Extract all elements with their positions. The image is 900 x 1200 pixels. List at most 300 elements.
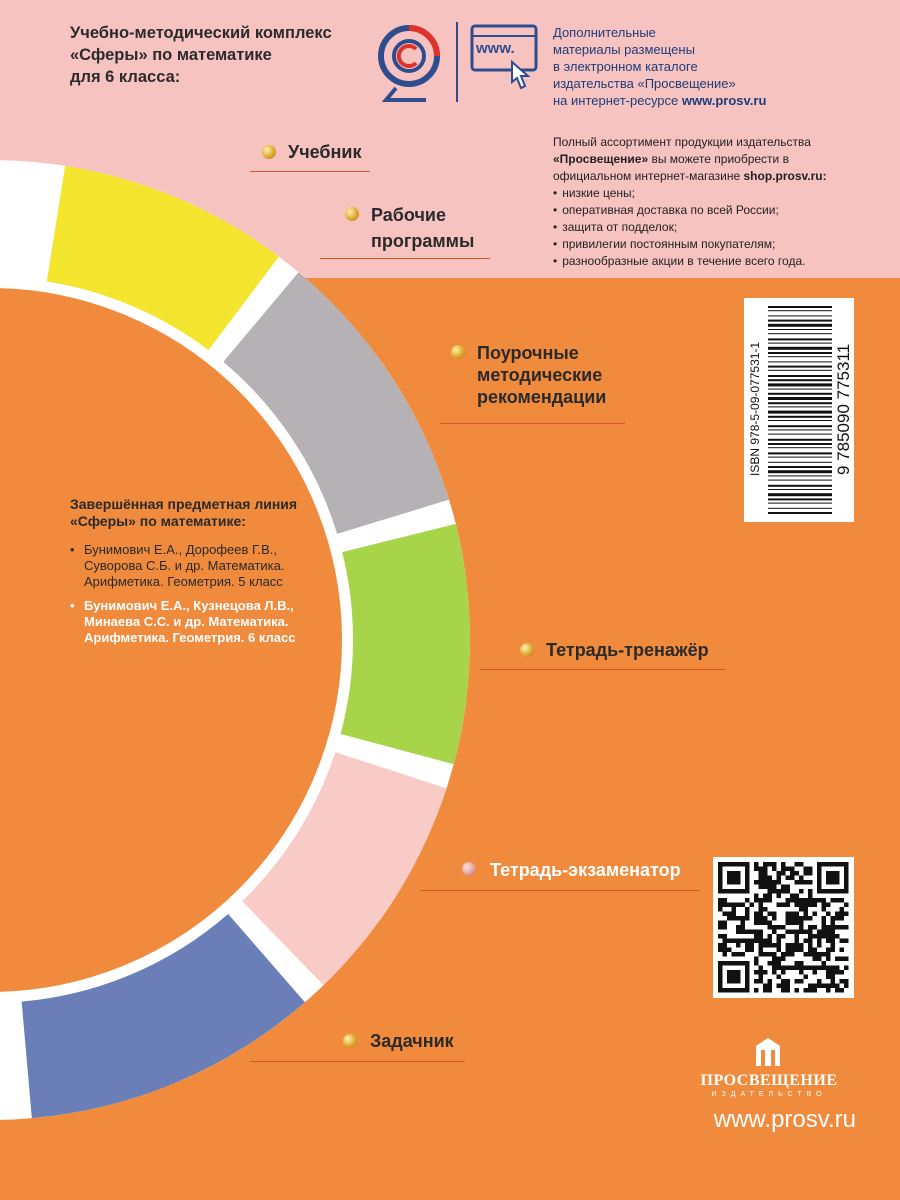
label-pourochnye-3: рекомендации xyxy=(477,387,607,407)
qr-module xyxy=(763,988,768,993)
qr-module xyxy=(795,894,800,899)
qr-module xyxy=(840,898,845,903)
label-zadachnik: Задачник xyxy=(370,1031,454,1051)
qr-module xyxy=(826,934,831,939)
qr-module xyxy=(759,979,764,984)
qr-module xyxy=(804,939,809,944)
qr-module xyxy=(804,907,809,912)
qr-module xyxy=(817,898,822,903)
publisher-subtitle: ИЗДАТЕЛЬСТВО xyxy=(711,1091,827,1098)
qr-module xyxy=(840,957,845,962)
qr-module xyxy=(723,912,728,917)
qr-module xyxy=(768,885,773,890)
qr-module xyxy=(795,930,800,935)
qr-module xyxy=(808,871,813,876)
qr-module xyxy=(718,921,723,926)
qr-module xyxy=(768,921,773,926)
qr-module xyxy=(817,979,822,984)
qr-module xyxy=(786,885,791,890)
barcode-bar xyxy=(768,356,832,357)
qr-module xyxy=(723,898,728,903)
qr-module xyxy=(736,930,741,935)
qr-module xyxy=(790,876,795,881)
qr-module xyxy=(732,912,737,917)
qr-module xyxy=(799,970,804,975)
qr-module xyxy=(817,930,822,935)
qr-module xyxy=(777,957,782,962)
qr-module xyxy=(741,952,746,957)
qr-module xyxy=(781,871,786,876)
barcode-bar xyxy=(768,485,832,487)
qr-module xyxy=(786,943,791,948)
barcode-bar xyxy=(768,443,832,445)
qr-module xyxy=(718,903,723,908)
qr-module xyxy=(759,966,764,971)
qr-module xyxy=(727,939,732,944)
qr-module xyxy=(835,898,840,903)
barcode-bar xyxy=(768,475,832,476)
qr-module xyxy=(831,948,836,953)
qr-module xyxy=(804,916,809,921)
qr-module xyxy=(826,930,831,935)
qr-module xyxy=(826,925,831,930)
qr-module xyxy=(768,912,773,917)
qr-module xyxy=(795,961,800,966)
qr-module xyxy=(754,970,759,975)
barcode-bar xyxy=(768,361,832,362)
prosv-link[interactable]: www.prosv.ru xyxy=(681,93,767,108)
barcode-bar xyxy=(768,389,832,390)
divider-line xyxy=(420,890,700,891)
qr-module xyxy=(718,907,723,912)
qr-module xyxy=(822,921,827,926)
barcode-bar xyxy=(768,416,832,418)
qr-module xyxy=(808,894,813,899)
qr-module xyxy=(777,903,782,908)
list-item: • привилегии постоянным покупателям; xyxy=(553,236,863,253)
qr-module xyxy=(763,898,768,903)
barcode-bar xyxy=(768,466,832,468)
barcode-bar xyxy=(768,420,832,421)
qr-module xyxy=(795,916,800,921)
qr-module xyxy=(835,988,840,993)
qr-module xyxy=(736,952,741,957)
line-title: Завершённая предметная линия «Сферы» по математике: xyxy=(70,496,298,529)
qr-module xyxy=(790,867,795,872)
qr-module xyxy=(763,970,768,975)
bullet-dot-icon xyxy=(345,207,359,221)
qr-module xyxy=(795,979,800,984)
qr-module xyxy=(822,916,827,921)
qr-module xyxy=(763,952,768,957)
qr-module xyxy=(804,930,809,935)
qr-module xyxy=(768,889,773,894)
barcode-bar xyxy=(768,508,832,509)
qr-module xyxy=(813,970,818,975)
qr-module xyxy=(772,970,777,975)
qr-module xyxy=(741,903,746,908)
barcode-bar xyxy=(768,306,832,308)
qr-module xyxy=(808,903,813,908)
qr-module xyxy=(727,916,732,921)
qr-module xyxy=(736,943,741,948)
qr-module xyxy=(831,984,836,989)
qr-module xyxy=(799,943,804,948)
qr-module xyxy=(772,966,777,971)
qr-module xyxy=(763,876,768,881)
qr-module xyxy=(723,934,728,939)
extra-line: Дополнительные xyxy=(553,25,656,40)
qr-module xyxy=(786,912,791,917)
series-header xyxy=(70,22,370,88)
qr-module xyxy=(813,957,818,962)
qr-module xyxy=(817,939,822,944)
qr-module xyxy=(763,916,768,921)
qr-module xyxy=(840,988,845,993)
qr-module xyxy=(817,966,822,971)
qr-module xyxy=(754,930,759,935)
qr-module xyxy=(777,871,782,876)
qr-module xyxy=(804,867,809,872)
shop-line-3: официальном интернет-магазине xyxy=(553,169,744,183)
qr-module xyxy=(808,948,813,953)
qr-module xyxy=(804,988,809,993)
qr-module xyxy=(754,961,759,966)
qr-module xyxy=(840,916,845,921)
qr-module xyxy=(759,880,764,885)
qr-module xyxy=(790,912,795,917)
qr-module xyxy=(727,871,741,885)
qr-module xyxy=(795,966,800,971)
qr-module xyxy=(831,970,836,975)
qr-module xyxy=(795,934,800,939)
shop-line-1: Полный ассортимент продукции издательства xyxy=(553,135,811,149)
qr-module xyxy=(831,930,836,935)
qr-module xyxy=(754,988,759,993)
qr-module xyxy=(808,930,813,935)
qr-module xyxy=(759,930,764,935)
completed-line-info xyxy=(70,496,300,654)
qr-module xyxy=(759,876,764,881)
qr-module xyxy=(777,880,782,885)
qr-module xyxy=(745,930,750,935)
qr-module xyxy=(754,979,759,984)
qr-module xyxy=(826,903,831,908)
qr-module xyxy=(768,894,773,899)
qr-module xyxy=(795,912,800,917)
qr-module xyxy=(745,898,750,903)
qr-module xyxy=(822,934,827,939)
qr-module xyxy=(808,943,813,948)
divider-line xyxy=(250,171,370,172)
qr-module xyxy=(759,871,764,876)
publisher-url[interactable]: www.prosv.ru xyxy=(713,1106,856,1133)
qr-module xyxy=(808,939,813,944)
qr-module xyxy=(741,939,746,944)
qr-module xyxy=(835,966,840,971)
qr-module xyxy=(835,970,840,975)
qr-module xyxy=(799,880,804,885)
qr-module xyxy=(772,952,777,957)
barcode-bar xyxy=(768,379,832,381)
qr-module xyxy=(808,867,813,872)
qr-module xyxy=(844,979,849,984)
qr-module xyxy=(723,948,728,953)
qr-module xyxy=(723,943,728,948)
qr-module xyxy=(817,952,822,957)
barcode-bar xyxy=(768,315,832,316)
qr-module xyxy=(772,916,777,921)
qr-module xyxy=(768,939,773,944)
qr-module xyxy=(790,871,795,876)
qr-module xyxy=(813,898,818,903)
qr-module xyxy=(817,943,822,948)
qr-module xyxy=(772,867,777,872)
shop-line-2: вы можете приобрести в xyxy=(648,152,789,166)
barcode-bar xyxy=(768,329,832,330)
barcode-icon xyxy=(768,306,832,518)
qr-module xyxy=(768,988,773,993)
sfery-logo-icon xyxy=(376,22,442,102)
qr-module xyxy=(754,934,759,939)
qr-module xyxy=(718,898,723,903)
qr-module xyxy=(759,907,764,912)
qr-module xyxy=(844,957,849,962)
qr-module xyxy=(786,988,791,993)
qr-module xyxy=(745,939,750,944)
barcode-bar xyxy=(768,338,832,340)
qr-module xyxy=(777,876,782,881)
barcode-bar xyxy=(768,480,832,481)
qr-module xyxy=(786,948,791,953)
qr-module xyxy=(831,921,836,926)
qr-module xyxy=(795,903,800,908)
qr-module xyxy=(822,930,827,935)
qr-module xyxy=(831,925,836,930)
qr-module xyxy=(831,979,836,984)
qr-module xyxy=(781,966,786,971)
www-cursor-icon xyxy=(470,22,542,92)
qr-module xyxy=(768,898,773,903)
qr-module xyxy=(763,885,768,890)
qr-module xyxy=(759,867,764,872)
qr-module xyxy=(777,984,782,989)
qr-module xyxy=(822,961,827,966)
qr-module xyxy=(840,948,845,953)
qr-module xyxy=(772,943,777,948)
qr-module xyxy=(786,889,791,894)
qr-module xyxy=(777,966,782,971)
barcode-bar xyxy=(768,429,832,430)
qr-module xyxy=(772,912,777,917)
barcode-bar xyxy=(768,383,832,386)
qr-module xyxy=(808,952,813,957)
qr-module xyxy=(750,948,755,953)
qr-module xyxy=(795,862,800,867)
extra-line: в электронном каталоге xyxy=(553,59,698,74)
extra-prefix: на интернет-ресурсе xyxy=(553,93,682,108)
qr-module xyxy=(799,876,804,881)
qr-module xyxy=(777,943,782,948)
qr-module xyxy=(790,952,795,957)
barcode-bar xyxy=(768,375,832,377)
qr-module xyxy=(736,939,741,944)
qr-module xyxy=(750,930,755,935)
qr-module xyxy=(768,961,773,966)
qr-module xyxy=(799,898,804,903)
qr-module xyxy=(777,961,782,966)
qr-module xyxy=(732,903,737,908)
qr-module xyxy=(777,975,782,980)
qr-module xyxy=(826,871,840,885)
qr-module xyxy=(768,880,773,885)
list-item: • низкие цены; xyxy=(553,185,863,202)
qr-module xyxy=(808,988,813,993)
qr-module xyxy=(736,925,741,930)
qr-module xyxy=(759,903,764,908)
qr-module xyxy=(813,966,818,971)
qr-module xyxy=(786,876,791,881)
qr-module xyxy=(804,903,809,908)
qr-module xyxy=(727,903,732,908)
qr-module xyxy=(777,939,782,944)
qr-module xyxy=(831,975,836,980)
qr-module xyxy=(732,939,737,944)
qr-module xyxy=(768,984,773,989)
qr-module xyxy=(799,889,804,894)
header-line-2: «Сферы» по математике xyxy=(70,46,272,64)
divider-line xyxy=(480,669,725,670)
qr-module xyxy=(804,952,809,957)
qr-module xyxy=(822,984,827,989)
qr-module xyxy=(799,921,804,926)
prosveshchenie-logo-icon xyxy=(748,1036,788,1070)
qr-module xyxy=(732,907,737,912)
qr-module xyxy=(772,885,777,890)
qr-module xyxy=(777,889,782,894)
qr-module xyxy=(799,907,804,912)
qr-module xyxy=(795,948,800,953)
qr-module xyxy=(840,939,845,944)
barcode-bar xyxy=(768,406,832,407)
qr-module xyxy=(736,903,741,908)
bullet-dot-icon xyxy=(262,145,276,159)
qr-module xyxy=(831,916,836,921)
qr-module xyxy=(790,898,795,903)
qr-module xyxy=(799,903,804,908)
qr-module xyxy=(768,925,773,930)
barcode-bar xyxy=(768,393,832,395)
qr-module xyxy=(772,889,777,894)
qr-module xyxy=(741,930,746,935)
qr-module xyxy=(777,925,782,930)
qr-module xyxy=(804,966,809,971)
shop-link[interactable]: shop.prosv.ru: xyxy=(743,169,827,183)
qr-module xyxy=(799,925,804,930)
qr-module xyxy=(790,948,795,953)
qr-module xyxy=(745,943,750,948)
qr-module xyxy=(772,957,777,962)
qr-module xyxy=(786,903,791,908)
qr-module xyxy=(723,939,728,944)
barcode-bar xyxy=(768,370,832,371)
qr-module xyxy=(750,939,755,944)
qr-module xyxy=(826,957,831,962)
qr-module xyxy=(759,898,764,903)
qr-module xyxy=(786,921,791,926)
qr-module xyxy=(817,984,822,989)
qr-code-icon[interactable] xyxy=(713,857,854,998)
qr-module xyxy=(781,903,786,908)
qr-module xyxy=(831,939,836,944)
list-item: • разнообразные акции в течение всего года. xyxy=(553,253,863,270)
qr-module xyxy=(799,930,804,935)
qr-module xyxy=(732,916,737,921)
qr-module xyxy=(844,912,849,917)
qr-module xyxy=(835,984,840,989)
divider-line xyxy=(320,258,490,259)
qr-module xyxy=(795,943,800,948)
qr-module xyxy=(795,988,800,993)
qr-module xyxy=(840,907,845,912)
qr-module xyxy=(759,952,764,957)
qr-module xyxy=(822,966,827,971)
qr-module xyxy=(804,880,809,885)
header-line-1: Учебно-методический комплекс xyxy=(70,24,332,42)
list-item: • оперативная доставка по всей России; xyxy=(553,202,863,219)
qr-module xyxy=(822,925,827,930)
qr-module xyxy=(786,930,791,935)
line-books-list xyxy=(70,542,300,646)
barcode-bar xyxy=(768,493,832,496)
qr-module xyxy=(777,948,782,953)
barcode-bar xyxy=(768,352,832,354)
qr-module xyxy=(754,957,759,962)
qr-module xyxy=(813,912,818,917)
bullet-dot-icon xyxy=(462,862,476,876)
qr-module xyxy=(808,898,813,903)
qr-module xyxy=(786,952,791,957)
barcode-bar xyxy=(768,489,832,490)
qr-module xyxy=(723,925,728,930)
qr-module xyxy=(759,885,764,890)
qr-module xyxy=(772,961,777,966)
qr-module xyxy=(759,916,764,921)
label-rabochie-2: программы xyxy=(371,231,475,251)
qr-module xyxy=(763,871,768,876)
qr-module xyxy=(772,862,777,867)
qr-module xyxy=(763,921,768,926)
qr-module xyxy=(754,898,759,903)
qr-module xyxy=(826,966,831,971)
ring-segment-trenazher xyxy=(341,524,470,764)
qr-module xyxy=(790,966,795,971)
qr-module xyxy=(813,925,818,930)
qr-module xyxy=(813,934,818,939)
qr-module xyxy=(750,903,755,908)
barcode-bar xyxy=(768,503,832,504)
qr-module xyxy=(786,984,791,989)
qr-module xyxy=(736,916,741,921)
qr-module xyxy=(808,889,813,894)
qr-module xyxy=(808,916,813,921)
qr-module xyxy=(808,984,813,989)
qr-module xyxy=(826,939,831,944)
qr-module xyxy=(808,966,813,971)
qr-module xyxy=(768,862,773,867)
qr-module xyxy=(786,979,791,984)
barcode-bar xyxy=(768,310,832,311)
